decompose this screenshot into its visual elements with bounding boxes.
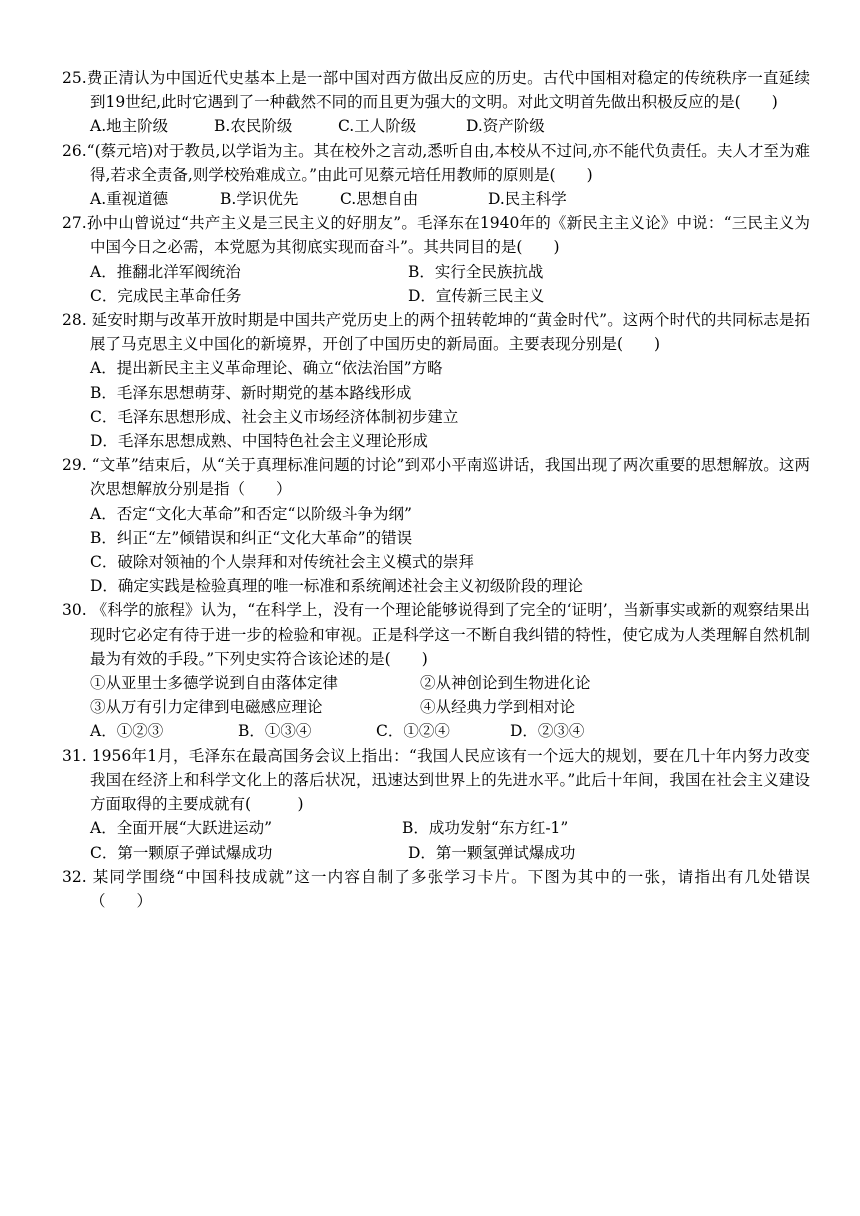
question-stem: 29. “文革”结束后，从“关于真理标准问题的讨论”到邓小平南巡讲话，我国出现了两次重要的思想解放。这两次思想解放分别是指（ ） xyxy=(62,456,810,499)
options-row xyxy=(62,187,810,211)
option-c: C．第一颗原子弹试爆成功 xyxy=(90,843,273,862)
option-b: B.学识优先 xyxy=(220,190,299,209)
options-row xyxy=(62,114,810,138)
statement-row xyxy=(62,695,810,719)
question-stem: 27.孙中山曾说过“共产主义是三民主义的好朋友”。毛泽东在1940年的《新民主主义论》中说：“三民主义为中国今日之必需，本党愿为其彻底实现而奋斗”。其共同目的是( ) xyxy=(62,214,810,257)
option-d: D．第一颗氢弹试爆成功 xyxy=(408,843,576,862)
options-row xyxy=(62,841,810,865)
option-a: A．提出新民主主义革命理论、确立“依法治国”方略 xyxy=(90,359,443,378)
question-30 xyxy=(62,598,810,743)
option-d: D．宣传新三民主义 xyxy=(408,286,545,305)
option-d: D．确定实践是检验真理的唯一标准和系统阐述社会主义初级阶段的理论 xyxy=(90,577,583,596)
option-b: B．实行全民族抗战 xyxy=(408,262,544,281)
statement-row xyxy=(62,671,810,695)
exam-page xyxy=(62,66,810,913)
statement-3: ③从万有引力定律到电磁感应理论 xyxy=(90,698,323,717)
question-32 xyxy=(62,865,810,913)
question-27 xyxy=(62,211,810,308)
option-a: A．否定“文化大革命”和否定“以阶级斗争为纲” xyxy=(90,504,412,523)
question-31 xyxy=(62,744,810,865)
question-stem: 30. 《科学的旅程》认为，“在科学上，没有一个理论能够说得到了完全的‘证明’，当新事实或新的观察结果出现时它必定有待于进一步的检验和审视。正是科学这一不断自我纠错的特性，使它成为人类理解自然机制最为有效的手段。”下列史实符合该论述的是( ) xyxy=(62,601,810,668)
option-c: C．①②④ xyxy=(376,722,450,741)
question-28 xyxy=(62,308,810,453)
option-a: A．推翻北洋军阀统治 xyxy=(90,262,241,281)
option-b: B．成功发射“东方红-1” xyxy=(402,819,569,838)
question-stem: 25.费正清认为中国近代史基本上是一部中国对西方做出反应的历史。古代中国相对稳定的传统秩序一直延续到19世纪,此时它遇到了一种截然不同的而且更为强大的文明。对此文明首先做出积极反应的是( ) xyxy=(62,69,810,112)
option-a: A．全面开展“大跃进运动” xyxy=(90,819,273,838)
option-a: A.重视道德 xyxy=(90,190,169,209)
options-row xyxy=(62,284,810,308)
options-row xyxy=(62,816,810,840)
statement-4: ④从经典力学到相对论 xyxy=(420,698,576,717)
question-stem: 28. 延安时期与改革开放时期是中国共产党历史上的两个扭转乾坤的“黄金时代”。这两个时代的共同标志是拓展了马克思主义中国化的新境界，开创了中国历史的新局面。主要表现分别是( ) xyxy=(62,311,810,354)
question-25 xyxy=(62,66,810,139)
option-d: D.资产阶级 xyxy=(466,117,545,136)
option-b: B．①③④ xyxy=(238,722,312,741)
question-stem: 26.“(蔡元培)对于教员,以学诣为主。其在校外之言动,悉听自由,本校从不过问,亦不能代负责任。夫人才至为难得,若求全责备,则学校殆难成立。”由此可见蔡元培任用教师的原则是( ) xyxy=(62,141,810,184)
option-c: C.思想自由 xyxy=(340,190,419,209)
option-c: C.工人阶级 xyxy=(338,117,417,136)
question-stem: 31. 1956年1月，毛泽东在最高国务会议上指出：“我国人民应该有一个远大的规划，要在几十年内努力改变我国在经济上和科学文化上的落后状况，迅速达到世界上的先进水平。”此后十年间，我国在社会主义建设方面取得的主要成就有( ) xyxy=(62,746,810,814)
option-a: A．①②③ xyxy=(90,722,164,741)
option-b: B．毛泽东思想萌芽、新时期党的基本路线形成 xyxy=(90,383,412,402)
question-stem: 32. 某同学围绕“中国科技成就”这一内容自制了多张学习卡片。下图为其中的一张，请指出有几处错误（ ） xyxy=(62,867,810,910)
question-29 xyxy=(62,453,810,598)
question-26 xyxy=(62,139,810,212)
statement-2: ②从神创论到生物进化论 xyxy=(420,674,591,693)
option-a: A.地主阶级 xyxy=(90,117,169,136)
options-row xyxy=(62,260,810,284)
option-d: D．毛泽东思想成熟、中国特色社会主义理论形成 xyxy=(90,432,428,451)
option-c: C．破除对领袖的个人崇拜和对传统社会主义模式的崇拜 xyxy=(90,553,474,572)
option-d: D.民主科学 xyxy=(488,190,567,209)
option-b: B．纠正“左”倾错误和纠正“文化大革命”的错误 xyxy=(90,528,413,547)
option-c: C．毛泽东思想形成、社会主义市场经济体制初步建立 xyxy=(90,407,459,426)
option-d: D．②③④ xyxy=(510,722,585,741)
option-b: B.农民阶级 xyxy=(214,117,293,136)
option-c: C．完成民主革命任务 xyxy=(90,286,242,305)
options-row xyxy=(62,719,810,743)
statement-1: ①从亚里士多德学说到自由落体定律 xyxy=(90,674,339,693)
